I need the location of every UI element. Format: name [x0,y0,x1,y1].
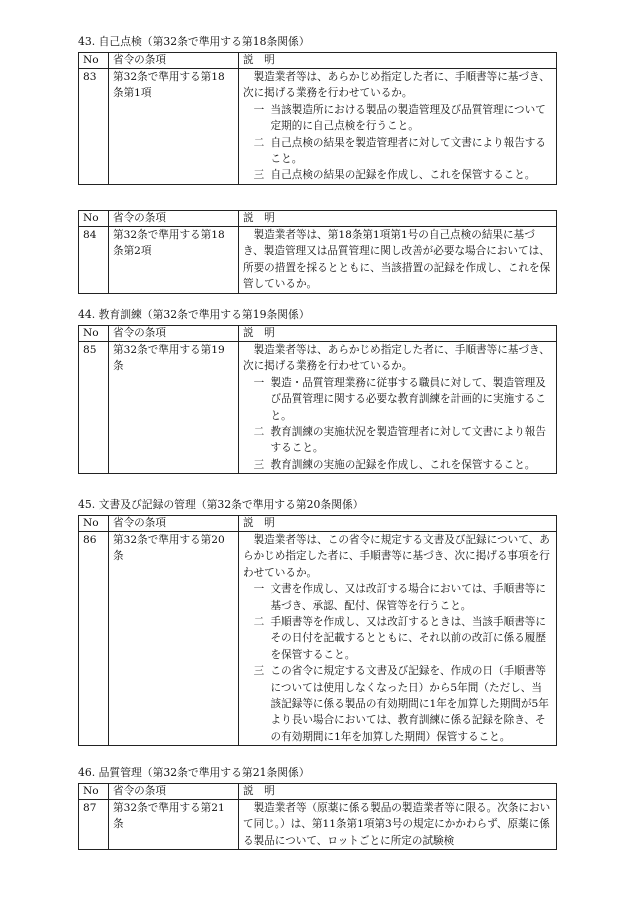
section-title: 43. 自己点検（第32条で準用する第18条関係） [78,35,310,48]
row-description [239,342,557,474]
row-description [239,69,557,185]
description-text: 製造業者等は、あらかじめ指定した者に、手順書等に基づき、次に掲げる業務を行わせているか。 [243,344,550,373]
table-header-row [79,516,557,532]
item-text: 教育訓練の実施の記録を作成し、これを保管すること。 [270,458,536,471]
table-row [79,800,557,850]
list-item [254,614,552,663]
row-no: 85 [79,342,109,474]
requirement-table [78,52,557,185]
description-text: 製造業者等は、この省令に規定する文書及び記録について、あらかじめ指定した者に、手順書等に基づき、次に掲げる事項を行わせているか。 [243,534,550,579]
header-no: No [79,516,109,532]
item-text: この省令に規定する文書及び記録を、作成の日（手順書等については使用しなくなった日）から5年間（ただし、当該記録等に係る製品の有効期間に1年を加算した期間が5年より長い場合においては、教育訓練に係る記録を除き、その有効期間に1年を加算した期間）保管すること。 [270,665,549,743]
row-no: 84 [79,227,109,294]
item-text: 自己点検の結果を製造管理者に対して文書により報告すること。 [270,136,546,166]
header-description: 説 明 [239,211,557,227]
item-number: 三 [253,458,265,471]
item-text: 文書を作成し、又は改訂する場合においては、手順書等に基づき、承認、配付、保管等を行うこと。 [270,583,546,612]
item-text: 自己点検の結果の記録を作成し、これを保管すること。 [270,169,536,182]
header-article: 省令の条項 [109,53,239,69]
section-title: 46. 品質管理（第32条で準用する第21条関係） [78,766,310,779]
item-number: 二 [253,426,265,439]
item-number: 二 [253,136,265,149]
table-header-row [79,53,557,69]
header-article: 省令の条項 [109,516,239,532]
table-row [79,69,557,185]
header-article: 省令の条項 [109,326,239,342]
header-description: 説 明 [239,516,557,532]
description-text: 製造業者等は、あらかじめ指定した者に、手順書等に基づき、次に掲げる業務を行わせているか。 [243,71,550,100]
row-description [239,532,557,746]
header-no: No [79,784,109,800]
list-item [254,581,552,614]
header-description: 説 明 [239,53,557,69]
table-row [79,532,557,746]
header-no: No [79,211,109,227]
header-no: No [79,53,109,69]
row-article: 第32条で準用する第18条第2項 [109,227,239,294]
requirement-table [78,325,557,474]
description-text: 製造業者等は、第18条第1項第1号の自己点検の結果に基づき、製造管理又は品質管理に関し改善が必要な場合においては、所要の措置を採るとともに、当該措置の記録を作成し、これを保管しているか。 [243,229,551,291]
header-description: 説 明 [239,784,557,800]
row-no: 87 [79,800,109,850]
row-description [239,800,557,850]
list-item [254,135,552,168]
header-article: 省令の条項 [109,784,239,800]
list-item [254,424,552,457]
description-text: 製造業者等（原薬に係る製品の製造業者等に限る。次条において同じ。）は、第11条第1項第3号の規定にかかわらず、原薬に係る製品について、ロットごとに所定の試験検 [243,802,551,847]
requirement-table [78,210,557,294]
table-header-row [79,784,557,800]
requirement-table [78,515,557,746]
list-item [254,457,552,473]
item-text: 製造・品質管理業務に従事する職員に対して、製造管理及び品質管理に関する必要な教育訓練を計画的に実施すること。 [270,376,546,422]
row-no: 86 [79,532,109,746]
item-number: 一 [253,103,265,116]
header-description: 説 明 [239,326,557,342]
requirement-table [78,783,557,850]
row-article: 第32条で準用する第21条 [109,800,239,850]
item-text: 教育訓練の実施状況を製造管理者に対して文書により報告すること。 [270,426,546,455]
row-article: 第32条で準用する第18条第1項 [109,69,239,185]
item-number: 二 [253,616,265,629]
list-item [254,375,552,424]
section-title: 44. 教育訓練（第32条で準用する第19条関係） [78,308,310,321]
item-text: 手順書等を作成し、又は改訂するときは、当該手順書等にその日付を記載するとともに、それ以前の改訂に係る履歴を保管すること。 [270,616,546,661]
item-number: 三 [253,169,265,182]
item-number: 三 [253,665,265,678]
row-no: 83 [79,69,109,185]
item-number: 一 [253,583,265,596]
item-text: 当該製造所における製品の製造管理及び品質管理について定期的に自己点検を行うこと。 [270,103,546,133]
list-item [254,102,552,135]
list-item [254,167,552,183]
item-number: 一 [253,376,265,389]
row-description [239,227,557,294]
section-title: 45. 文書及び記録の管理（第32条で準用する第20条関係） [78,498,364,511]
table-row [79,342,557,474]
row-article: 第32条で準用する第20条 [109,532,239,746]
list-item [254,663,552,745]
table-header-row [79,326,557,342]
table-row [79,227,557,294]
header-article: 省令の条項 [109,211,239,227]
table-header-row [79,211,557,227]
row-article: 第32条で準用する第19条 [109,342,239,474]
header-no: No [79,326,109,342]
